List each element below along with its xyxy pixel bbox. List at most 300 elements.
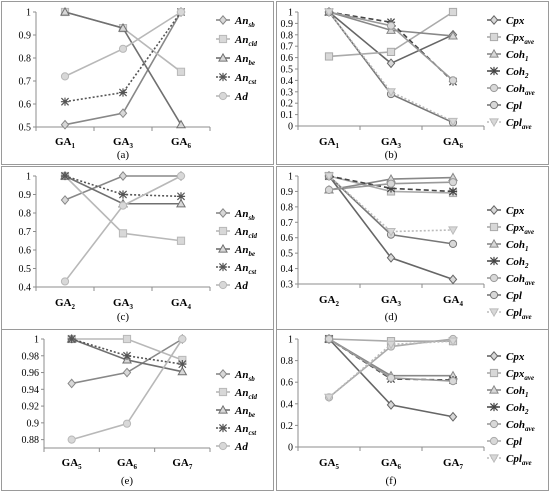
- y-tick-label: 0.5: [280, 64, 293, 76]
- x-tick-label-sub: 3: [397, 300, 401, 308]
- legend-label-base: Coh: [506, 49, 525, 61]
- legend-entry: [216, 262, 257, 276]
- legend-marker: [219, 281, 226, 288]
- legend-label: [506, 419, 535, 433]
- x-tick-label-sub: 2: [71, 303, 75, 311]
- y-tick-label: 0.3: [280, 87, 293, 99]
- data-point: [119, 172, 126, 180]
- legend-label-base: An: [235, 226, 249, 238]
- data-point: [61, 172, 69, 180]
- legend-label: [506, 402, 529, 416]
- legend-marker: [219, 73, 227, 81]
- y-tick-label: 0.4: [280, 264, 293, 276]
- x-tick-label-base: GA: [381, 136, 398, 148]
- y-tick-label: 0.6: [18, 99, 31, 111]
- legend-marker: [490, 101, 497, 108]
- x-tick-label-sub: 6: [187, 142, 191, 150]
- legend-label: [234, 208, 255, 222]
- legend-label-sub: ave: [524, 374, 535, 382]
- legend-label-base: An: [235, 369, 249, 381]
- y-tick-label: 0.8: [280, 30, 293, 42]
- y-tick-label: 0.98: [21, 351, 39, 363]
- legend-entry: [216, 208, 255, 222]
- y-tick-label: 1: [26, 171, 31, 183]
- legend-marker: [219, 92, 226, 99]
- legend-label-base: An: [235, 387, 249, 399]
- legend-label-sub: cst: [248, 429, 257, 437]
- y-tick-label: 0.9: [18, 30, 31, 42]
- legend-marker: [490, 274, 497, 281]
- legend-label-sub: sb: [248, 214, 255, 222]
- panel-border: [2, 330, 274, 491]
- y-tick-label: 0.5: [280, 248, 293, 260]
- data-point: [68, 379, 75, 387]
- legend-marker: [490, 84, 497, 91]
- x-tick-label: [171, 136, 192, 150]
- x-tick-label: [443, 294, 464, 308]
- legend-entry: [487, 385, 528, 399]
- y-tick-label: 0.94: [21, 384, 39, 396]
- legend-label: [506, 290, 523, 302]
- legend-label-base: Coh: [506, 273, 525, 285]
- y-tick-label: 0.7: [18, 76, 31, 88]
- legend-label-base: Cpx: [506, 351, 525, 363]
- legend-label: [506, 453, 532, 467]
- panel-caption: (f): [385, 475, 397, 487]
- legend-label-base: Coh: [506, 385, 525, 397]
- x-tick-label-base: GA: [172, 457, 189, 469]
- legend-label-base: Ad: [235, 441, 248, 453]
- x-tick-label-base: GA: [113, 297, 130, 309]
- y-tick-label: 0.8: [280, 356, 293, 368]
- legend-label-base: Coh: [506, 256, 525, 268]
- x-tick-label-base: GA: [443, 457, 460, 469]
- legend-marker: [219, 227, 226, 234]
- y-tick-label: 0.4: [280, 399, 293, 411]
- y-tick-label: 0.7: [280, 217, 293, 229]
- legend-entry: [487, 402, 529, 416]
- legend-label: [234, 15, 255, 29]
- legend-marker: [490, 257, 498, 265]
- chart-panel: [2, 330, 274, 491]
- x-tick-label-sub: 4: [187, 303, 191, 311]
- y-tick-label: 0.3: [280, 279, 293, 291]
- legend-label: [234, 262, 257, 276]
- data-point: [177, 237, 184, 244]
- legend-label-sub: sb: [248, 21, 255, 29]
- legend-label-sub: ave: [524, 228, 535, 236]
- legend-label: [234, 423, 257, 437]
- legend-label-base: Cpx: [506, 368, 525, 380]
- legend-label: [234, 34, 258, 48]
- y-tick-label: 0.9: [280, 18, 293, 30]
- data-point: [119, 190, 127, 198]
- legend-entry: [487, 256, 529, 270]
- y-tick-label: 0.6: [280, 53, 293, 65]
- legend-marker: [219, 442, 226, 449]
- x-tick-label: [62, 457, 83, 471]
- x-tick-label-sub: 1: [71, 142, 75, 150]
- legend-label-base: Coh: [506, 419, 525, 431]
- legend-label: [506, 66, 529, 80]
- panel-caption: (e): [120, 475, 134, 487]
- legend-label-sub: be: [248, 411, 256, 419]
- legend-label-sub: ave: [521, 313, 532, 321]
- legend-marker: [490, 352, 497, 360]
- y-tick-label: 0.6: [280, 377, 293, 389]
- legend-label-sub: ave: [521, 459, 532, 467]
- series: [61, 8, 185, 106]
- y-tick-label: 0.9: [18, 190, 31, 201]
- x-tick-label: [443, 136, 464, 150]
- chart-panel: [277, 330, 549, 491]
- legend-label-base: An: [235, 53, 249, 65]
- x-tick-label-base: GA: [113, 136, 130, 148]
- x-tick-label-base: GA: [381, 294, 398, 306]
- legend-label-sub: 1: [524, 245, 529, 253]
- data-point: [119, 202, 126, 209]
- data-point: [61, 73, 68, 80]
- y-tick-label: 0.7: [18, 227, 31, 238]
- x-tick-label-sub: 3: [129, 142, 133, 150]
- y-tick-label: 0.6: [280, 233, 293, 245]
- y-tick-label: 0.5: [18, 264, 31, 275]
- x-tick-label-base: GA: [117, 457, 134, 469]
- data-point: [449, 8, 456, 15]
- x-tick-label-base: GA: [443, 136, 460, 148]
- legend-entry: [487, 273, 535, 287]
- chart-panel: [2, 2, 274, 165]
- legend-label: [506, 239, 528, 253]
- data-point: [177, 8, 184, 15]
- legend-label-sub: 1: [524, 55, 529, 63]
- x-tick-label-sub: 3: [397, 142, 401, 150]
- data-point: [119, 230, 126, 237]
- panel-border: [2, 167, 274, 330]
- legend-marker: [490, 420, 497, 427]
- data-point: [119, 45, 126, 52]
- legend-label-sub: sb: [248, 375, 255, 383]
- y-tick-label: 0.4: [18, 282, 31, 294]
- legend-label: [506, 351, 525, 363]
- legend-entry: [216, 53, 255, 67]
- data-point: [123, 352, 131, 360]
- data-point: [178, 360, 186, 368]
- x-tick-label-base: GA: [381, 457, 398, 469]
- legend-entry: [487, 205, 525, 217]
- legend-label: [506, 256, 529, 270]
- y-tick-label: 0.8: [18, 53, 31, 65]
- legend-marker: [490, 223, 497, 230]
- legend-label-base: Coh: [506, 402, 525, 414]
- x-tick-label: [319, 136, 340, 150]
- legend-label: [506, 117, 532, 131]
- legend-label-base: An: [235, 72, 249, 84]
- legend-entry: [216, 387, 258, 401]
- legend-label-base: An: [235, 244, 249, 256]
- legend-marker: [219, 370, 226, 378]
- legend-label-sub: cst: [248, 78, 257, 86]
- legend-label-base: An: [235, 208, 249, 220]
- data-point: [177, 68, 184, 75]
- legend-label-base: Cpx: [506, 15, 525, 27]
- y-tick-label: 0.6: [18, 245, 31, 257]
- x-tick-label-sub: 7: [459, 463, 463, 471]
- data-point: [177, 121, 185, 128]
- legend-label: [506, 368, 534, 382]
- legend-label: [506, 83, 535, 97]
- x-tick-label-sub: 6: [397, 463, 401, 471]
- y-tick-label: 0.88: [21, 435, 39, 447]
- x-tick-label: [381, 136, 402, 150]
- panel-caption: (b): [384, 149, 398, 161]
- legend-entry: [487, 419, 535, 433]
- x-tick-label-base: GA: [319, 136, 336, 148]
- x-tick-label: [113, 136, 134, 150]
- data-point: [177, 172, 184, 179]
- y-tick-label: 0.8: [18, 208, 31, 220]
- legend-label-base: Cpl: [506, 290, 522, 302]
- x-tick-label-base: GA: [61, 457, 79, 469]
- series: [61, 8, 184, 75]
- x-tick-label: [319, 294, 340, 308]
- legend-entry: [216, 226, 258, 240]
- data-point: [449, 240, 456, 247]
- legend-label-sub: ave: [521, 123, 532, 131]
- legend-entry: [216, 72, 257, 86]
- data-point: [61, 278, 68, 285]
- y-tick-label: 0.92: [21, 401, 39, 413]
- data-point: [177, 192, 185, 200]
- x-tick-label-sub: 1: [335, 142, 339, 150]
- legend-label: [506, 205, 525, 217]
- data-point: [449, 378, 456, 385]
- y-tick-label: 1: [26, 7, 31, 19]
- series-line: [65, 12, 181, 76]
- legend-label-sub: ave: [524, 425, 535, 433]
- x-tick-label-sub: 7: [188, 463, 193, 471]
- legend-marker: [490, 291, 497, 298]
- x-tick-label-sub: 2: [335, 300, 339, 308]
- legend-label: [506, 49, 528, 63]
- panel-border: [2, 2, 274, 165]
- legend-entry: [487, 436, 523, 448]
- legend-label: [234, 441, 248, 453]
- x-tick-label-sub: 6: [133, 463, 137, 471]
- data-point: [123, 368, 130, 376]
- legend-entry: [216, 405, 255, 419]
- legend-label-base: An: [235, 405, 249, 417]
- panel-caption: (d): [384, 311, 398, 323]
- y-tick-label: 0.2: [280, 420, 293, 432]
- legend-label-sub: 2: [524, 262, 529, 270]
- legend-entry: [487, 222, 534, 236]
- legend-entry: [487, 15, 525, 27]
- series: [61, 172, 184, 285]
- legend-label-base: Cpl: [506, 117, 522, 129]
- data-point: [449, 227, 457, 234]
- legend-entry: [216, 423, 257, 437]
- legend-marker: [490, 33, 497, 40]
- legend-label: [234, 91, 248, 103]
- legend-label-sub: 2: [524, 72, 529, 80]
- legend-label: [234, 280, 248, 292]
- legend-entry: [216, 91, 248, 103]
- legend-entry: [487, 83, 535, 97]
- x-tick-label: [172, 457, 193, 471]
- y-tick-label: 0: [288, 442, 293, 454]
- x-tick-label-sub: 4: [459, 300, 463, 308]
- y-tick-label: 0: [288, 121, 293, 133]
- legend-marker: [490, 67, 498, 75]
- data-point: [68, 335, 76, 343]
- legend-entry: [487, 351, 525, 363]
- chart-panel: [277, 2, 549, 165]
- series: [61, 8, 184, 80]
- legend-label-sub: ave: [524, 38, 535, 46]
- legend-entry: [487, 368, 534, 382]
- legend-label-base: An: [235, 423, 249, 435]
- data-point: [61, 121, 68, 129]
- panel-caption: (a): [116, 149, 130, 161]
- legend-label-base: Cpl: [506, 436, 522, 448]
- legend-marker: [219, 424, 227, 432]
- x-tick-label: [113, 297, 134, 311]
- x-tick-label-base: GA: [171, 136, 188, 148]
- data-point: [387, 22, 394, 29]
- legend-label: [506, 15, 525, 27]
- legend-label-base: Cpl: [506, 453, 522, 465]
- legend-entry: [487, 117, 532, 131]
- x-tick-label-base: GA: [443, 294, 460, 306]
- legend-entry: [216, 280, 248, 292]
- legend-label: [234, 387, 258, 401]
- x-tick-label: [55, 136, 76, 150]
- data-point: [123, 335, 130, 342]
- panel-caption: (c): [116, 311, 130, 323]
- data-point: [449, 179, 456, 186]
- data-point: [449, 275, 456, 283]
- legend-entry: [216, 369, 255, 383]
- x-tick-label: [117, 457, 138, 471]
- legend-label-base: An: [235, 15, 249, 27]
- legend-marker: [490, 403, 498, 411]
- legend-label-sub: cld: [248, 232, 258, 240]
- legend-label-base: Ad: [235, 91, 248, 103]
- x-tick-label-sub: 6: [459, 142, 463, 150]
- legend-marker: [219, 35, 226, 42]
- series: [325, 8, 457, 86]
- data-point: [449, 187, 457, 195]
- x-tick-label-sub: 5: [78, 463, 82, 471]
- x-tick-label: [381, 457, 402, 471]
- legend-marker: [490, 437, 497, 444]
- legend-label-base: An: [235, 262, 249, 274]
- legend-marker: [490, 206, 497, 214]
- legend-entry: [487, 32, 534, 46]
- y-tick-label: 1: [34, 334, 39, 346]
- legend-marker: [490, 16, 497, 24]
- legend-label-sub: 1: [524, 391, 529, 399]
- legend-entry: [487, 307, 532, 321]
- data-point: [449, 413, 456, 421]
- data-point: [325, 53, 332, 60]
- y-tick-label: 0.4: [280, 75, 293, 87]
- y-tick-label: 1: [288, 7, 293, 19]
- y-tick-label: 1: [288, 334, 293, 346]
- y-tick-label: 0.9: [26, 418, 39, 430]
- y-tick-label: 1: [288, 171, 293, 183]
- legend-label: [506, 436, 523, 448]
- legend-label: [506, 385, 528, 399]
- y-tick-label: 0.8: [280, 202, 293, 214]
- legend-label-sub: cld: [248, 40, 258, 48]
- chart-panel: [277, 167, 549, 330]
- legend-label-base: Coh: [506, 239, 525, 251]
- y-tick-label: 0.96: [21, 368, 39, 380]
- legend-label: [234, 244, 255, 258]
- series: [68, 335, 186, 443]
- legend-marker: [219, 16, 226, 24]
- y-tick-label: 0.7: [280, 41, 293, 53]
- data-point: [387, 374, 394, 381]
- legend-label-base: Coh: [506, 66, 525, 78]
- legend-label-sub: be: [248, 59, 256, 67]
- legend-label-sub: cst: [248, 268, 257, 276]
- legend-entry: [487, 290, 523, 302]
- legend-label-base: Cpx: [506, 205, 525, 217]
- legend-marker: [219, 388, 226, 395]
- legend-label: [506, 100, 523, 112]
- data-point: [449, 77, 456, 84]
- legend-label-base: Cpl: [506, 100, 522, 112]
- x-tick-label: [171, 297, 192, 311]
- legend-label: [234, 405, 255, 419]
- x-tick-label-base: GA: [319, 457, 336, 469]
- data-point: [179, 335, 186, 342]
- data-point: [61, 98, 69, 106]
- x-tick-label-sub: 3: [129, 303, 133, 311]
- x-tick-label-sub: 5: [335, 463, 339, 471]
- x-tick-label: [55, 297, 76, 311]
- x-tick-label-base: GA: [171, 297, 188, 309]
- legend-marker: [219, 209, 226, 217]
- legend-entry: [216, 244, 255, 258]
- legend-label-base: Cpx: [506, 32, 525, 44]
- y-tick-label: 0.2: [280, 98, 293, 110]
- data-point: [387, 180, 394, 187]
- data-point: [119, 88, 127, 96]
- legend-label-sub: cld: [248, 393, 258, 401]
- legend-entry: [487, 100, 523, 112]
- legend-label: [234, 369, 255, 383]
- data-point: [387, 48, 394, 55]
- legend-label-sub: 2: [524, 408, 529, 416]
- x-tick-label-base: GA: [55, 136, 72, 148]
- legend-label: [506, 222, 534, 236]
- legend-label: [506, 32, 534, 46]
- legend-label: [234, 53, 255, 67]
- data-point: [325, 186, 332, 193]
- legend-label-base: Cpx: [506, 222, 525, 234]
- legend-entry: [487, 66, 529, 80]
- chart-panel: [2, 167, 274, 330]
- legend-label-base: An: [235, 34, 249, 46]
- y-tick-label: 0.1: [280, 110, 293, 122]
- legend-label: [506, 273, 535, 287]
- data-point: [123, 420, 130, 427]
- legend-entry: [487, 453, 532, 467]
